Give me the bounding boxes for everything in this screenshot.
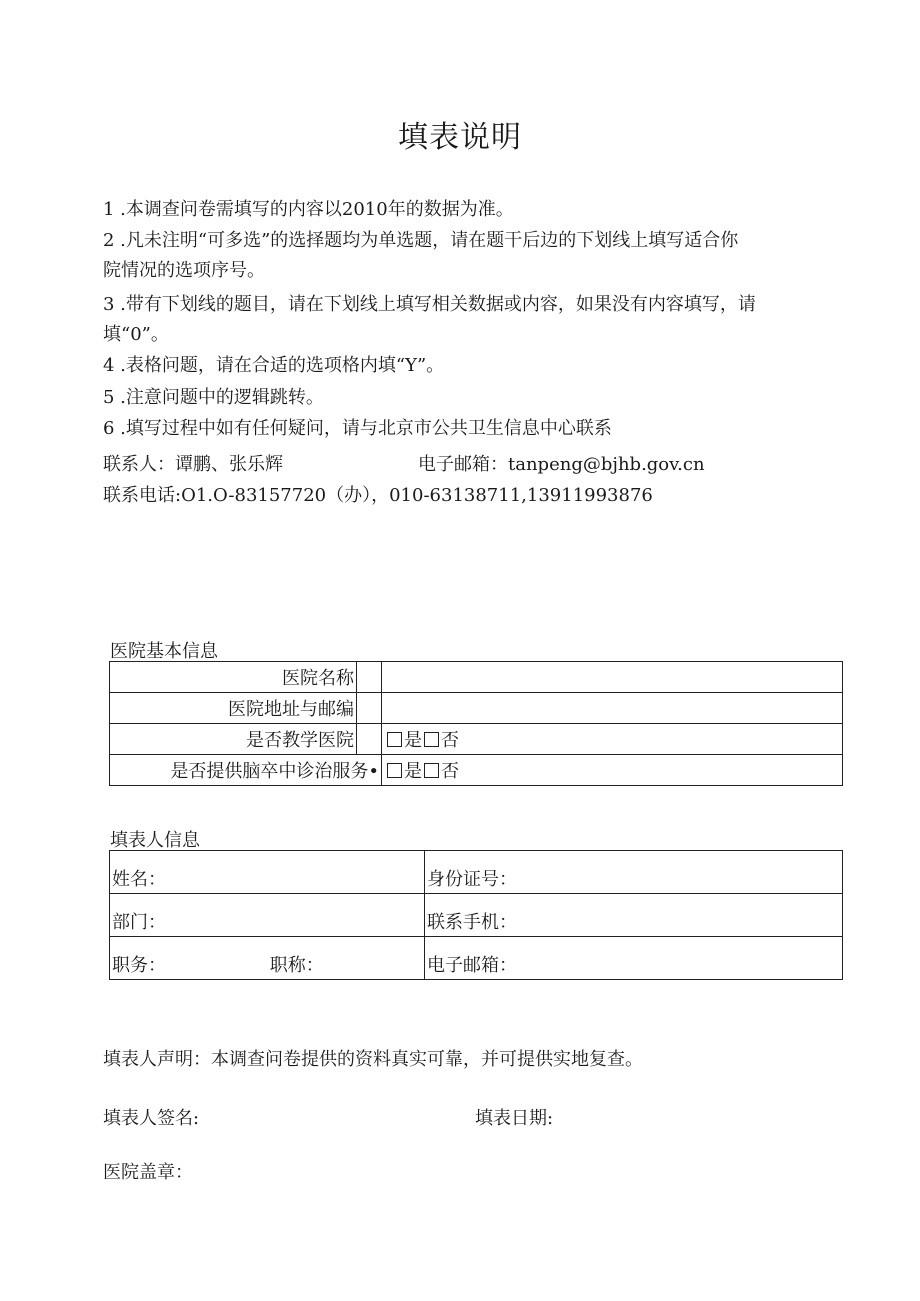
teaching-no-checkbox[interactable] [424,732,439,747]
instruction-5: 5 .注意问题中的逻辑跳转。 [103,387,324,408]
filler-title-field[interactable]: 职称： [269,955,324,976]
filler-id-field[interactable]: 身份证号： [425,851,843,894]
instruction-3 [103,290,843,350]
table-row [110,724,843,755]
stroke-yes-label: 是 [404,761,422,782]
hospital-address-label: 医院地址与邮编 [110,693,357,724]
stroke-yes-checkbox[interactable] [387,763,402,778]
instruction-3-line-1: 3 .带有下划线的题目，请在下划线上填写相关数据或内容，如果没有内容填写，请 [103,294,756,315]
hospital-name-field[interactable] [382,662,843,693]
teaching-yes-checkbox[interactable] [387,732,402,747]
date-label: 填表日期: [475,1108,554,1129]
teaching-yes-label: 是 [404,730,422,751]
hospital-info-caption: 医院基本信息 [110,641,218,662]
teaching-no-label: 否 [441,730,459,751]
contact-phone: 联系电话:O1.O-83157720（办），010-63138711,13911993876 [103,485,653,506]
table-row [110,851,843,894]
filler-info-caption: 填表人信息 [110,830,200,851]
hospital-address-field[interactable] [382,693,843,724]
spacer-cell [357,693,382,724]
instruction-2-line-1: 2 .凡未注明“可多选”的选择题均为单选题，请在题干后边的下划线上填写适合你 [103,230,739,251]
spacer-cell [357,662,382,693]
instruction-1: 1 .本调查问卷需填写的内容以2010年的数据为准。 [103,199,514,220]
filler-mobile-field[interactable]: 联系手机： [425,894,843,937]
table-row [110,937,843,980]
filler-email-field[interactable]: 电子邮箱： [425,937,843,980]
contact-person: 联系人：谭鹏、张乐辉 [103,454,283,475]
signature-label: 填表人签名: [103,1108,200,1129]
contact-email: 电子邮箱：tanpeng@bjhb.gov.cn [418,454,705,475]
table-row [110,755,843,786]
stroke-no-label: 否 [441,761,459,782]
declaration: 填表人声明：本调查问卷提供的资料真实可靠，并可提供实地复查。 [103,1049,643,1070]
hospital-name-label: 医院名称 [110,662,357,693]
stroke-service-options [382,755,843,786]
stroke-no-checkbox[interactable] [424,763,439,778]
filler-position-field[interactable]: 职务： [112,955,166,976]
instruction-2-line-2: 院情况的选项序号。 [103,260,265,281]
filler-department-field[interactable]: 部门： [110,894,425,937]
table-row [110,662,843,693]
hospital-info-table [109,661,843,786]
table-row [110,693,843,724]
instruction-6: 6 .填写过程中如有任何疑问，请与北京市公共卫生信息中心联系 [103,418,612,439]
seal-label: 医院盖章： [103,1162,193,1183]
teaching-hospital-label: 是否教学医院 [110,724,357,755]
stroke-service-label: 是否提供脑卒中诊治服务• [110,755,382,786]
spacer-cell [357,724,382,755]
instruction-4: 4 .表格问题，请在合适的选项格内填“Y”。 [103,355,445,376]
table-row [110,894,843,937]
instruction-3-line-2: 填“0”。 [103,324,169,345]
filler-info-table [109,850,843,980]
filler-position-cell [110,937,425,980]
teaching-hospital-options [382,724,843,755]
instruction-2 [103,226,843,286]
filler-name-field[interactable]: 姓名： [110,851,425,894]
page-title: 填表说明 [398,120,522,155]
